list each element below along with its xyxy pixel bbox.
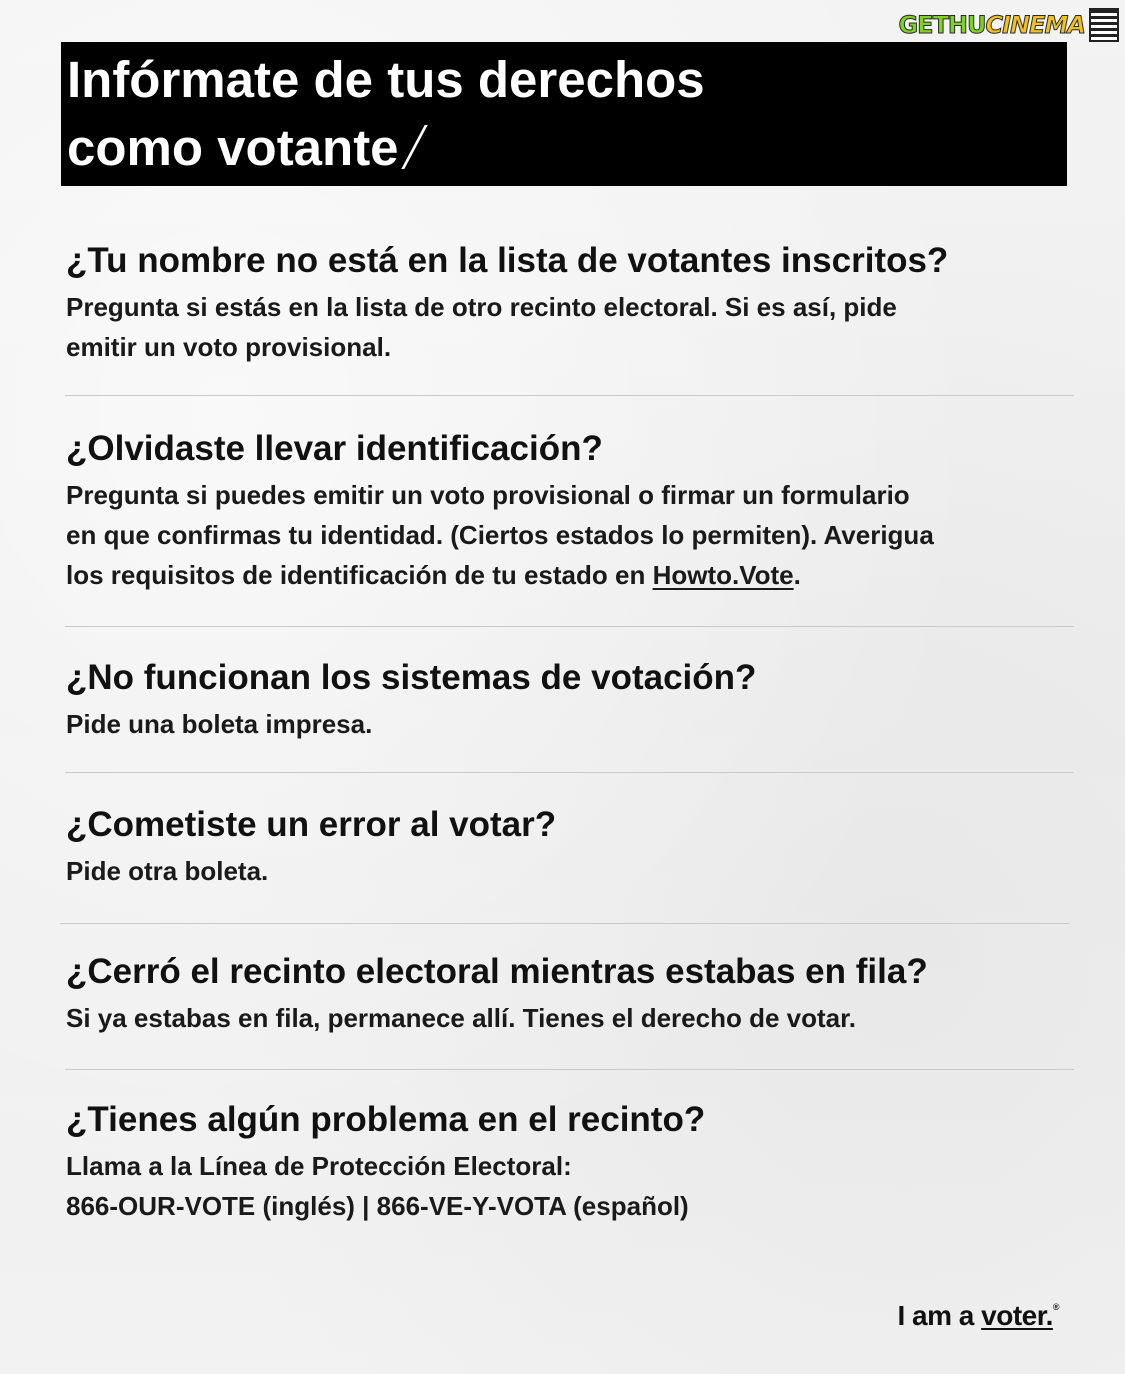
page-title-line-1: Infórmate de tus derechos [67,51,705,108]
section-not-on-list [66,240,948,367]
question-heading: ¿Tienes algún problema en el recinto? [66,1100,706,1139]
section-divider [65,395,1074,396]
section-divider [65,626,1074,627]
section-problem-at-polls [66,1099,705,1226]
section-forgot-id [66,428,934,595]
answer-line: emitir un voto provisional. [66,332,392,362]
answer-line: Pregunta si estás en la lista de otro recinto electoral. Si es así, pide [66,292,897,322]
watermark-text-1: GETHU [898,11,986,39]
watermark-text-2: CINEMA [985,11,1085,39]
section-divider [65,772,1074,773]
section-divider [60,923,1069,924]
answer-line: en que confirmas tu identidad. (Ciertos estados lo permiten). Averigua [66,520,934,550]
brand-logo [897,1300,1059,1332]
hotline-numbers: 866-OUR-VOTE (inglés) | 866-VE-Y-VOTA (español) [66,1191,689,1221]
question-heading: ¿No funcionan los sistemas de votación? [66,658,757,697]
answer-line: Pregunta si puedes emitir un voto provisional o firmar un formulario [66,480,910,510]
watermark-logo [898,6,1119,44]
section-voting-error [66,804,556,891]
question-heading: ¿Olvidaste llevar identificación? [66,429,603,468]
registered-mark: ® [1052,1302,1059,1312]
answer-line [66,555,934,595]
question-heading: ¿Cometiste un error al votar? [66,805,557,844]
answer-line-suffix: . [793,560,801,590]
answer-line: Pide una boleta impresa. [66,709,373,739]
question-heading: ¿Tu nombre no está en la lista de votantes inscritos? [66,241,949,280]
page-title-line-2 [67,118,416,178]
answer-line-prefix: los requisitos de identificación de tu estado en [66,560,653,590]
answer-line: Pide otra boleta. [66,856,269,886]
section-polls-closed [66,951,928,1038]
page-title-line-2-text: como votante [67,119,399,176]
title-banner [61,42,1067,186]
howto-vote-link[interactable]: Howto.Vote [652,560,794,590]
slash-decoration-icon [401,125,427,169]
answer-line: Llama a la Línea de Protección Electoral: [66,1151,572,1181]
brand-prefix: I am a [897,1300,982,1331]
answer-line: Si ya estabas en fila, permanece allí. Tienes el derecho de votar. [66,1003,857,1033]
question-heading: ¿Cerró el recinto electoral mientras estabas en fila? [66,952,928,991]
section-divider [65,1069,1074,1070]
brand-word: voter. [981,1300,1053,1331]
film-strip-icon [1089,8,1119,42]
section-systems-down [66,657,756,744]
